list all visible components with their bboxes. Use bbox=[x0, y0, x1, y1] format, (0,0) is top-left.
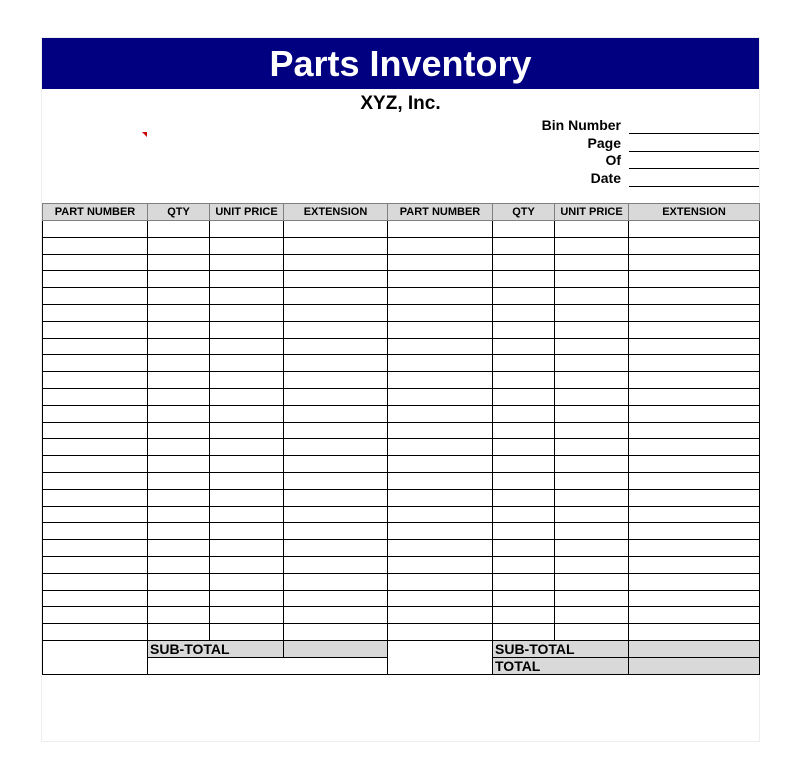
unit-price-cell[interactable] bbox=[210, 624, 284, 641]
subtotal-label: SUB-TOTAL bbox=[493, 640, 629, 657]
qty-cell[interactable] bbox=[148, 372, 210, 389]
qty-cell[interactable] bbox=[148, 221, 210, 238]
total-label: TOTAL bbox=[493, 657, 629, 674]
extension-cell[interactable] bbox=[284, 321, 388, 338]
qty-cell[interactable] bbox=[148, 321, 210, 338]
part-number-header: PART NUMBER bbox=[43, 204, 148, 221]
table-row bbox=[43, 372, 388, 389]
unit-price-cell[interactable] bbox=[555, 624, 629, 641]
part-number-cell[interactable] bbox=[43, 304, 148, 321]
unit-price-cell[interactable] bbox=[555, 221, 629, 238]
extension-cell[interactable] bbox=[284, 405, 388, 422]
extension-cell[interactable] bbox=[284, 237, 388, 254]
table-row bbox=[388, 388, 760, 405]
bin-number-row bbox=[359, 117, 759, 134]
qty-cell[interactable] bbox=[493, 405, 555, 422]
extension-cell[interactable] bbox=[284, 271, 388, 288]
qty-cell[interactable] bbox=[148, 288, 210, 305]
total-row bbox=[388, 657, 760, 674]
extension-cell[interactable] bbox=[629, 221, 760, 238]
extension-cell[interactable] bbox=[284, 372, 388, 389]
qty-cell[interactable] bbox=[493, 540, 555, 557]
unit-price-cell[interactable] bbox=[210, 573, 284, 590]
extension-header: EXTENSION bbox=[629, 204, 760, 221]
part-number-cell[interactable] bbox=[43, 288, 148, 305]
subtotal-row bbox=[388, 640, 760, 657]
table-row bbox=[43, 540, 388, 557]
qty-cell[interactable] bbox=[493, 607, 555, 624]
qty-cell[interactable] bbox=[148, 405, 210, 422]
extension-cell[interactable] bbox=[629, 439, 760, 456]
part-number-cell[interactable] bbox=[388, 590, 493, 607]
unit-price-cell[interactable] bbox=[210, 355, 284, 372]
unit-price-cell[interactable] bbox=[210, 456, 284, 473]
unit-price-cell[interactable] bbox=[555, 321, 629, 338]
unit-price-cell[interactable] bbox=[555, 372, 629, 389]
part-number-cell[interactable] bbox=[388, 422, 493, 439]
qty-cell[interactable] bbox=[493, 456, 555, 473]
table-row bbox=[388, 472, 760, 489]
unit-price-cell[interactable] bbox=[555, 304, 629, 321]
qty-cell[interactable] bbox=[148, 304, 210, 321]
qty-cell[interactable] bbox=[493, 288, 555, 305]
qty-cell[interactable] bbox=[148, 624, 210, 641]
part-number-cell[interactable] bbox=[388, 372, 493, 389]
extension-cell[interactable] bbox=[284, 338, 388, 355]
table-row bbox=[43, 288, 388, 305]
unit-price-cell[interactable] bbox=[555, 405, 629, 422]
unit-price-cell[interactable] bbox=[210, 372, 284, 389]
part-number-cell[interactable] bbox=[43, 388, 148, 405]
extension-cell[interactable] bbox=[629, 372, 760, 389]
table-row bbox=[388, 506, 760, 523]
table-row bbox=[43, 338, 388, 355]
qty-cell[interactable] bbox=[148, 489, 210, 506]
qty-cell[interactable] bbox=[493, 304, 555, 321]
extension-cell[interactable] bbox=[629, 472, 760, 489]
qty-cell[interactable] bbox=[493, 338, 555, 355]
qty-cell[interactable] bbox=[493, 237, 555, 254]
table-row bbox=[388, 540, 760, 557]
qty-cell[interactable] bbox=[493, 439, 555, 456]
table-row bbox=[43, 573, 388, 590]
part-number-cell[interactable] bbox=[388, 355, 493, 372]
extension-cell[interactable] bbox=[284, 556, 388, 573]
unit-price-cell[interactable] bbox=[210, 472, 284, 489]
extension-cell[interactable] bbox=[284, 288, 388, 305]
qty-cell[interactable] bbox=[493, 221, 555, 238]
table-row bbox=[43, 405, 388, 422]
table-row bbox=[388, 405, 760, 422]
unit-price-cell[interactable] bbox=[555, 573, 629, 590]
page-row bbox=[359, 135, 759, 152]
unit-price-cell[interactable] bbox=[210, 405, 284, 422]
part-number-cell[interactable] bbox=[43, 624, 148, 641]
table-row bbox=[388, 422, 760, 439]
table-row bbox=[43, 523, 388, 540]
part-number-cell[interactable] bbox=[43, 355, 148, 372]
qty-cell[interactable] bbox=[493, 422, 555, 439]
unit-price-cell[interactable] bbox=[555, 271, 629, 288]
qty-cell[interactable] bbox=[148, 338, 210, 355]
part-number-cell[interactable] bbox=[388, 271, 493, 288]
part-number-cell[interactable] bbox=[388, 456, 493, 473]
part-number-cell[interactable] bbox=[388, 405, 493, 422]
extension-cell[interactable] bbox=[629, 523, 760, 540]
unit-price-cell[interactable] bbox=[555, 489, 629, 506]
part-number-cell[interactable] bbox=[43, 540, 148, 557]
extension-header: EXTENSION bbox=[284, 204, 388, 221]
qty-cell[interactable] bbox=[493, 254, 555, 271]
extension-cell[interactable] bbox=[629, 304, 760, 321]
table-row bbox=[388, 456, 760, 473]
unit-price-cell[interactable] bbox=[210, 321, 284, 338]
qty-cell[interactable] bbox=[148, 590, 210, 607]
unit-price-header: UNIT PRICE bbox=[555, 204, 629, 221]
table-row bbox=[388, 556, 760, 573]
extension-cell[interactable] bbox=[629, 540, 760, 557]
unit-price-cell[interactable] bbox=[555, 523, 629, 540]
extension-cell[interactable] bbox=[629, 388, 760, 405]
qty-cell[interactable] bbox=[493, 624, 555, 641]
extension-cell[interactable] bbox=[629, 573, 760, 590]
part-number-cell[interactable] bbox=[43, 607, 148, 624]
extension-cell[interactable] bbox=[284, 388, 388, 405]
unit-price-cell[interactable] bbox=[210, 304, 284, 321]
qty-cell[interactable] bbox=[148, 573, 210, 590]
extension-cell[interactable] bbox=[629, 489, 760, 506]
table-row bbox=[388, 573, 760, 590]
table-row bbox=[388, 590, 760, 607]
part-number-cell[interactable] bbox=[388, 523, 493, 540]
table-row bbox=[43, 506, 388, 523]
table-row bbox=[388, 304, 760, 321]
unit-price-cell[interactable] bbox=[210, 540, 284, 557]
bin-number-field[interactable] bbox=[629, 132, 759, 134]
part-number-cell[interactable] bbox=[43, 523, 148, 540]
qty-cell[interactable] bbox=[148, 556, 210, 573]
part-number-cell[interactable] bbox=[388, 338, 493, 355]
table-row bbox=[43, 321, 388, 338]
part-number-cell[interactable] bbox=[43, 590, 148, 607]
unit-price-cell[interactable] bbox=[555, 237, 629, 254]
unit-price-cell[interactable] bbox=[555, 506, 629, 523]
right-inventory-table bbox=[387, 203, 760, 675]
unit-price-cell[interactable] bbox=[555, 556, 629, 573]
part-number-cell[interactable] bbox=[388, 221, 493, 238]
extension-cell[interactable] bbox=[284, 355, 388, 372]
extension-cell[interactable] bbox=[629, 288, 760, 305]
part-number-cell[interactable] bbox=[388, 573, 493, 590]
table-row bbox=[43, 388, 388, 405]
qty-cell[interactable] bbox=[148, 506, 210, 523]
table-row bbox=[388, 254, 760, 271]
extension-cell[interactable] bbox=[629, 338, 760, 355]
table-row bbox=[43, 422, 388, 439]
table-row bbox=[388, 221, 760, 238]
part-number-cell[interactable] bbox=[43, 405, 148, 422]
unit-price-cell[interactable] bbox=[210, 523, 284, 540]
subtotal-label: SUB-TOTAL bbox=[148, 640, 284, 657]
extension-cell[interactable] bbox=[629, 506, 760, 523]
subtotal-value-cell[interactable] bbox=[284, 640, 388, 657]
unit-price-cell[interactable] bbox=[555, 422, 629, 439]
table-header-row bbox=[43, 204, 388, 221]
table-row bbox=[43, 355, 388, 372]
date-row bbox=[359, 170, 759, 187]
table-row bbox=[388, 355, 760, 372]
part-number-cell[interactable] bbox=[43, 456, 148, 473]
unit-price-cell[interactable] bbox=[210, 237, 284, 254]
extension-cell[interactable] bbox=[284, 304, 388, 321]
qty-cell[interactable] bbox=[148, 607, 210, 624]
part-number-cell[interactable] bbox=[388, 304, 493, 321]
unit-price-cell[interactable] bbox=[210, 489, 284, 506]
extension-cell[interactable] bbox=[629, 254, 760, 271]
table-row bbox=[388, 338, 760, 355]
part-number-cell[interactable] bbox=[43, 556, 148, 573]
subtotal-spacer bbox=[43, 640, 148, 657]
extension-cell[interactable] bbox=[284, 439, 388, 456]
qty-header: QTY bbox=[493, 204, 555, 221]
qty-cell[interactable] bbox=[493, 271, 555, 288]
qty-cell[interactable] bbox=[493, 556, 555, 573]
extension-cell[interactable] bbox=[284, 254, 388, 271]
subtotal-value-cell[interactable] bbox=[629, 640, 760, 657]
qty-cell[interactable] bbox=[493, 372, 555, 389]
extension-cell[interactable] bbox=[284, 624, 388, 641]
table-row bbox=[43, 254, 388, 271]
unit-price-cell[interactable] bbox=[555, 607, 629, 624]
unit-price-cell[interactable] bbox=[555, 338, 629, 355]
unit-price-cell[interactable] bbox=[555, 288, 629, 305]
unit-price-cell[interactable] bbox=[210, 439, 284, 456]
extension-cell[interactable] bbox=[284, 573, 388, 590]
qty-cell[interactable] bbox=[148, 472, 210, 489]
part-number-cell[interactable] bbox=[388, 489, 493, 506]
extension-cell[interactable] bbox=[629, 237, 760, 254]
unit-price-cell[interactable] bbox=[210, 556, 284, 573]
spacer-cell bbox=[148, 657, 388, 674]
qty-cell[interactable] bbox=[148, 523, 210, 540]
qty-cell[interactable] bbox=[148, 439, 210, 456]
part-number-cell[interactable] bbox=[388, 288, 493, 305]
table-row bbox=[43, 237, 388, 254]
unit-price-cell[interactable] bbox=[210, 422, 284, 439]
unit-price-cell[interactable] bbox=[555, 254, 629, 271]
of-row bbox=[359, 152, 759, 169]
table-row bbox=[388, 607, 760, 624]
table-row bbox=[388, 523, 760, 540]
qty-cell[interactable] bbox=[493, 388, 555, 405]
part-number-cell[interactable] bbox=[388, 388, 493, 405]
qty-header: QTY bbox=[148, 204, 210, 221]
qty-cell[interactable] bbox=[493, 590, 555, 607]
part-number-cell[interactable] bbox=[388, 624, 493, 641]
qty-cell[interactable] bbox=[493, 573, 555, 590]
spacer-cell bbox=[43, 657, 148, 674]
extension-cell[interactable] bbox=[629, 607, 760, 624]
extension-cell[interactable] bbox=[629, 405, 760, 422]
table-row bbox=[43, 556, 388, 573]
extension-cell[interactable] bbox=[284, 523, 388, 540]
part-number-cell[interactable] bbox=[388, 254, 493, 271]
table-row bbox=[388, 372, 760, 389]
part-number-cell[interactable] bbox=[43, 573, 148, 590]
table-row bbox=[388, 321, 760, 338]
part-number-cell[interactable] bbox=[388, 439, 493, 456]
qty-cell[interactable] bbox=[148, 237, 210, 254]
of-label: Of bbox=[605, 152, 621, 168]
table-row bbox=[43, 221, 388, 238]
qty-cell[interactable] bbox=[148, 271, 210, 288]
unit-price-header: UNIT PRICE bbox=[210, 204, 284, 221]
part-number-cell[interactable] bbox=[43, 372, 148, 389]
unit-price-cell[interactable] bbox=[555, 456, 629, 473]
extension-cell[interactable] bbox=[284, 607, 388, 624]
part-number-cell[interactable] bbox=[388, 321, 493, 338]
table-row bbox=[43, 624, 388, 641]
unit-price-cell[interactable] bbox=[210, 271, 284, 288]
qty-cell[interactable] bbox=[493, 523, 555, 540]
left-inventory-table bbox=[42, 203, 388, 675]
extension-cell[interactable] bbox=[284, 422, 388, 439]
table-row bbox=[43, 439, 388, 456]
part-number-header: PART NUMBER bbox=[388, 204, 493, 221]
unit-price-cell[interactable] bbox=[210, 338, 284, 355]
table-row bbox=[43, 489, 388, 506]
unit-price-cell[interactable] bbox=[555, 590, 629, 607]
qty-cell[interactable] bbox=[148, 422, 210, 439]
bin-number-label: Bin Number bbox=[541, 117, 621, 133]
extension-cell[interactable] bbox=[629, 556, 760, 573]
part-number-cell[interactable] bbox=[43, 271, 148, 288]
table-row bbox=[388, 288, 760, 305]
page-label: Page bbox=[587, 135, 621, 151]
part-number-cell[interactable] bbox=[388, 237, 493, 254]
part-number-cell[interactable] bbox=[43, 489, 148, 506]
part-number-cell[interactable] bbox=[388, 540, 493, 557]
part-number-cell[interactable] bbox=[388, 607, 493, 624]
qty-cell[interactable] bbox=[148, 355, 210, 372]
extension-cell[interactable] bbox=[284, 590, 388, 607]
unit-price-cell[interactable] bbox=[210, 607, 284, 624]
company-name: XYZ, Inc. bbox=[360, 93, 441, 114]
table-header-row bbox=[388, 204, 760, 221]
table-row bbox=[43, 590, 388, 607]
total-value-cell[interactable] bbox=[629, 657, 760, 674]
extension-cell[interactable] bbox=[284, 489, 388, 506]
table-row bbox=[43, 607, 388, 624]
total-spacer bbox=[388, 657, 493, 674]
extension-cell[interactable] bbox=[629, 321, 760, 338]
extension-cell[interactable] bbox=[629, 624, 760, 641]
qty-cell[interactable] bbox=[493, 472, 555, 489]
extension-cell[interactable] bbox=[629, 590, 760, 607]
part-number-cell[interactable] bbox=[43, 321, 148, 338]
spacer-row bbox=[43, 657, 388, 674]
part-number-cell[interactable] bbox=[43, 422, 148, 439]
unit-price-cell[interactable] bbox=[555, 388, 629, 405]
unit-price-cell[interactable] bbox=[210, 590, 284, 607]
inventory-sheet bbox=[42, 38, 759, 741]
extension-cell[interactable] bbox=[629, 422, 760, 439]
extension-cell[interactable] bbox=[629, 271, 760, 288]
part-number-cell[interactable] bbox=[388, 556, 493, 573]
part-number-cell[interactable] bbox=[388, 506, 493, 523]
unit-price-cell[interactable] bbox=[555, 540, 629, 557]
part-number-cell[interactable] bbox=[43, 338, 148, 355]
part-number-cell[interactable] bbox=[43, 254, 148, 271]
unit-price-cell[interactable] bbox=[210, 221, 284, 238]
meta-fields bbox=[42, 38, 759, 198]
unit-price-cell[interactable] bbox=[210, 506, 284, 523]
page-title: Parts Inventory bbox=[42, 38, 759, 89]
table-row bbox=[43, 271, 388, 288]
extension-cell[interactable] bbox=[284, 540, 388, 557]
qty-cell[interactable] bbox=[148, 254, 210, 271]
extension-cell[interactable] bbox=[284, 506, 388, 523]
table-row bbox=[388, 489, 760, 506]
table-row bbox=[388, 624, 760, 641]
part-number-cell[interactable] bbox=[43, 472, 148, 489]
qty-cell[interactable] bbox=[493, 489, 555, 506]
extension-cell[interactable] bbox=[284, 456, 388, 473]
part-number-cell[interactable] bbox=[43, 439, 148, 456]
table-row bbox=[388, 439, 760, 456]
extension-cell[interactable] bbox=[629, 456, 760, 473]
unit-price-cell[interactable] bbox=[555, 439, 629, 456]
unit-price-cell[interactable] bbox=[210, 288, 284, 305]
part-number-cell[interactable] bbox=[388, 472, 493, 489]
unit-price-cell[interactable] bbox=[210, 254, 284, 271]
extension-cell[interactable] bbox=[284, 221, 388, 238]
qty-cell[interactable] bbox=[148, 456, 210, 473]
date-label: Date bbox=[590, 170, 621, 186]
subtotal-spacer bbox=[388, 640, 493, 657]
part-number-cell[interactable] bbox=[43, 506, 148, 523]
extension-cell[interactable] bbox=[284, 472, 388, 489]
date-field[interactable] bbox=[629, 185, 759, 187]
qty-cell[interactable] bbox=[148, 388, 210, 405]
table-row bbox=[43, 472, 388, 489]
unit-price-cell[interactable] bbox=[555, 472, 629, 489]
qty-cell[interactable] bbox=[493, 355, 555, 372]
qty-cell[interactable] bbox=[148, 540, 210, 557]
part-number-cell[interactable] bbox=[43, 237, 148, 254]
qty-cell[interactable] bbox=[493, 321, 555, 338]
table-row bbox=[43, 456, 388, 473]
table-row bbox=[388, 237, 760, 254]
unit-price-cell[interactable] bbox=[210, 388, 284, 405]
of-field[interactable] bbox=[629, 167, 759, 169]
qty-cell[interactable] bbox=[493, 506, 555, 523]
unit-price-cell[interactable] bbox=[555, 355, 629, 372]
extension-cell[interactable] bbox=[629, 355, 760, 372]
subtotal-row bbox=[43, 640, 388, 657]
table-row bbox=[388, 271, 760, 288]
part-number-cell[interactable] bbox=[43, 221, 148, 238]
table-row bbox=[43, 304, 388, 321]
